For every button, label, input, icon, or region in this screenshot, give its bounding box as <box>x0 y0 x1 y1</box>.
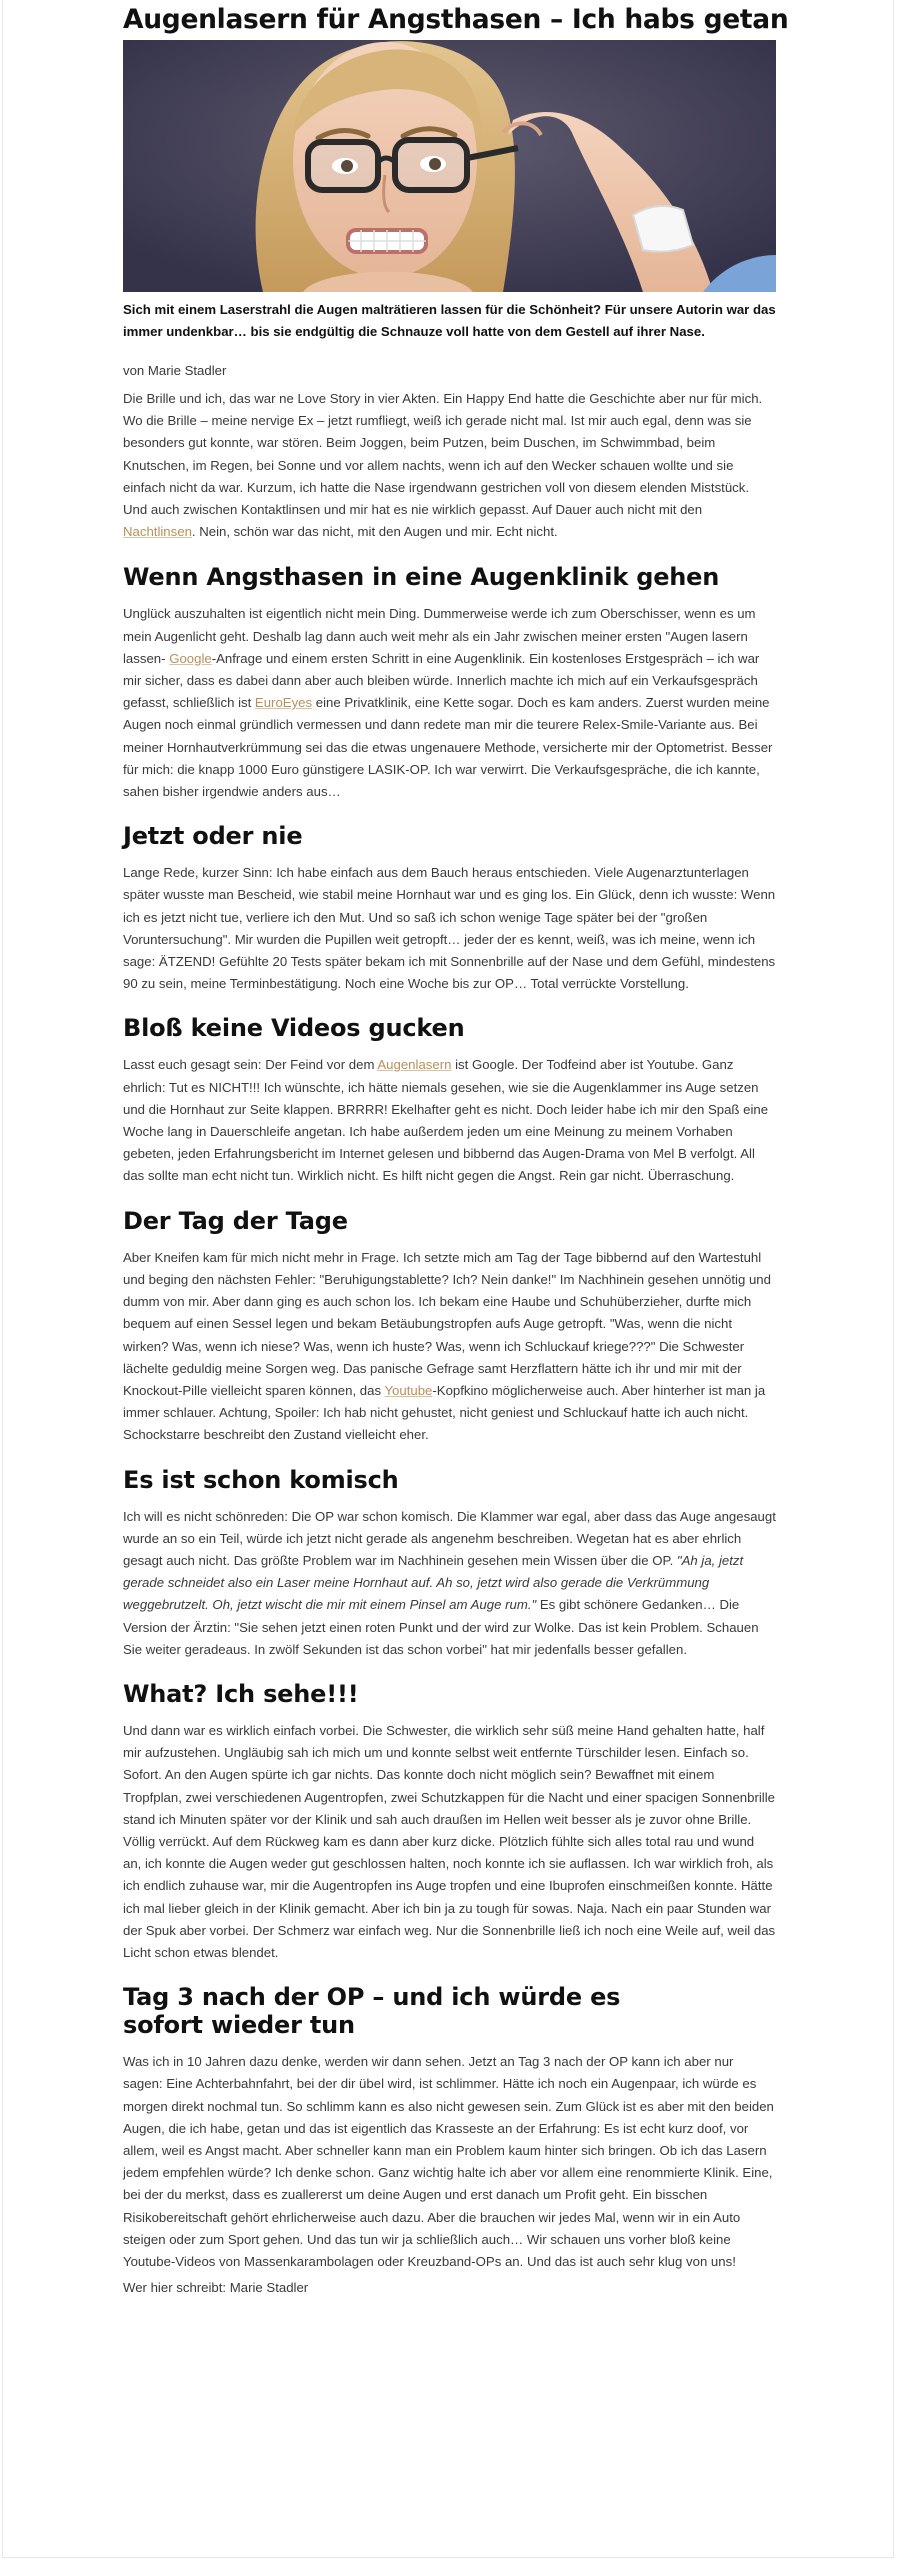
link-nachtlinsen[interactable]: Nachtlinsen <box>123 524 192 540</box>
paragraph-text: -Kopfkino möglicherweise auch. Aber hinterher ist man ja immer schlauer. Achtung, Spoiler: Ich hab nicht gehustet, nicht geniest und Schluckauf hatte ich auch nicht. Schockstarre beschreibt den Zustand vielleicht eher. <box>123 1382 766 1443</box>
hero-illustration <box>123 40 776 292</box>
hero-image <box>123 40 776 292</box>
section-heading-jetzt-oder-nie: Jetzt oder nie <box>123 822 303 851</box>
author-footer: Wer hier schreibt: Marie Stadler <box>123 2280 309 2296</box>
paragraph-text: Lasst euch gesagt sein: Der Feind vor dem <box>123 1057 378 1073</box>
intro-text: Die Brille und ich, das war ne Love Story in vier Akten. Ein Happy End hatte die Geschichte aber nur für mich. Wo die Brille – meine nervige Ex – jetzt rumfliegt, weiß ich gerade nicht mal. Ist mir auch egal, denn was sie besonders gut konnte, war stören. Beim Joggen, beim Putzen, beim Duschen, im Schwimmbad, beim Knutschen, im Regen, bei Sonne und vor allem nachts, wenn ich auf den Wecker schauen wollte und sie einfach nicht da war. Kurzum, ich hatte die Nase irgendwann gestrichen voll von diesem elenden Miststück. Und auch zwischen Kontaktlinsen und mir hat es nie wirklich gepasst. Auf Dauer auch nicht mit den <box>123 391 763 518</box>
intro-text-cont: . Nein, schön war das nicht, mit den Augen und mir. Echt nicht. <box>191 524 558 540</box>
section-paragraph-angsthasen <box>123 603 776 803</box>
section-heading-tag-3: Tag 3 nach der OP – und ich würde es sofort wieder tun <box>123 1983 621 2040</box>
article-title: Augenlasern für Angsthasen – Ich habs getan <box>123 4 789 35</box>
article-byline: von Marie Stadler <box>123 363 227 378</box>
section-heading-ich-sehe: What? Ich sehe!!! <box>123 1679 359 1708</box>
paragraph-text: Aber Kneifen kam für mich nicht mehr in Frage. Ich setzte mich am Tag der Tage bibbernd auf den Wartestuhl und beging den nächsten Fehler: "Beruhigungstablette? Ich? Nein danke!" Im Nachhinein gesehen unnötig und dumm von mir. Aber dann ging es auch schon los. Ich bekam eine Haube und Schuhüberzieher, durfte mich bequem auf einen Sessel legen und bekam Betäubungstropfen aufs Auge getropft. "Was, wenn die nicht wirken? Was, wenn ich niese? Was, wenn ich huste? Was, wenn ich Schluckauf kriege???" Die Schwester lächelte geduldig meine Sorgen weg. Das panische Gefrage samt Herzflattern hätte ich ihr und mir mit der Knockout-Pille vielleicht sparen können, das <box>123 1249 771 1398</box>
paragraph-text: ist Google. Der Todfeind aber ist Youtube. Ganz ehrlich: Tut es NICHT!!! Ich wünschte, ich hätte niemals gesehen, wie sie die Augenklammer ins Auge setzen und die Hornhaut zur Seite klappen. BRRRR! Ekelhafter geht es nicht. Doch leider habe ich mir den Spaß eine Woche lang in Dauerschleife angetan. Ich habe außerdem jeden um eine Meinung zu meinem Vorhaben gebeten, jeden Erfahrungsbericht im Internet gelesen und bibbernd das Augen-Drama von Mel B verfolgt. All das sollte man echt nicht tun. Wirklich nicht. Es hilft nicht gegen die Angst. Rein gar nicht. Überraschung. <box>123 1057 769 1184</box>
paragraph-text: Unglück auszuhalten ist eigentlich nicht mein Ding. Dummerweise werde ich zum Oberschisser, wenn es um mein Augenlicht geht. Deshalb lag dann auch weit mehr als ein Jahr zwischen meiner ersten "Augen lasern lassen- <box>123 606 756 666</box>
link-augenlasern[interactable]: Augenlasern <box>377 1057 452 1073</box>
section-paragraph-komisch <box>123 1506 776 1661</box>
section-paragraph-tag-3: Was ich in 10 Jahren dazu denke, werden wir dann sehen. Jetzt an Tag 3 nach der OP kann ich aber nur sagen: Eine Achterbahnfahrt, bei der dir übel wird, ist schlimmer. Hätte ich noch ein Augenpaar, ich würde es morgen direkt nochmal tun. So schlimm kann es also nicht gewesen sein. Zum Glück ist es aber mit den beiden Augen, die ich habe, getan und das ist eigentlich das Krasseste an der Erfahrung: Es ist echt kurz doof, vor allem, weil es Angst macht. Aber schneller kann man ein Problem kaum hinter sich bringen. Ob ich das Lasern jedem empfehlen würde? Ich denke schon. Ganz wichtig halte ich aber vor allem eine renommierte Klinik. Eine, bei der du merkst, dass es zuallererst um deine Augen und erst danach um Profit geht. Ein bisschen Risikobereitschaft gehört ehrlicherweise auch dazu. Aber die brauchen wir jedes Mal, wenn wir in ein Auto steigen oder zum Sport gehen. Und das tun wir ja schließlich auch… Wir schauen uns vorher bloß keine Youtube-Videos von Massenkarambolagen oder Kreuzband-OPs an. Und das ist auch sehr klug von uns! <box>123 2054 774 2269</box>
section-paragraph-videos <box>123 1054 776 1187</box>
article <box>123 0 789 2299</box>
link-euroeyes[interactable]: EuroEyes <box>254 695 313 711</box>
article-lead: Sich mit einem Laserstrahl die Augen malträtieren lassen für die Schönheit? Für unsere Autorin war das immer undenkbar… bis sie endgültig die Schnauze voll hatte von dem Gestell auf ihrer Nase. <box>123 302 776 339</box>
paragraph-text: -Anfrage und einem ersten Schritt in eine Augenklinik. Ein kostenloses Erstgespräch – ich war mir sicher, dass es dabei dann aber auch bleiben würde. Innerlich machte ich mich auf ein Verkaufsgespräch gefasst, schließlich ist <box>123 650 760 711</box>
intro-paragraph <box>123 388 776 543</box>
paragraph-text: Es gibt schönere Gedanken… Die Version der Ärztin: "Sie sehen jetzt einen roten Punkt und der wird zur Wolke. Das ist kein Problem. Schauen Sie weiter geradeaus. In zwölf Sekunden ist das schon vorbei" hat mir jedenfalls besser gefallen. <box>123 1597 759 1657</box>
section-heading-angsthasen: Wenn Angsthasen in eine Augenklinik gehen <box>123 563 720 592</box>
link-youtube[interactable]: Youtube <box>384 1382 433 1398</box>
section-heading-tag-der-tage: Der Tag der Tage <box>123 1206 348 1235</box>
paragraph-quote: "Ah ja, jetzt gerade schneidet also ein Laser meine Hornhaut auf. Ah so, jetzt wird also gerade die Verkrümmung weggebrutzelt. Oh, jetzt wischt die mir mit einem Pinsel am Auge rum." <box>123 1552 744 1613</box>
section-paragraph-tag-der-tage <box>123 1247 776 1447</box>
paragraph-text: eine Privatklinik, eine Kette sogar. Doch es kam anders. Zuerst wurden meine Augen noch einmal gründlich vermessen und dann redete man mir die teurere Relex-Smile-Variante aus. Bei meiner Hornhautverkrümmung sei das die etwas ungenauere Methode, versicherte mir der Optometrist. Besser für mich: die knapp 1000 Euro günstigere LASIK-OP. Ich war verwirrt. Die Verkaufsgespräche, die ich kannte, sahen bisher irgendwie anders aus… <box>123 695 773 800</box>
section-heading-videos: Bloß keine Videos gucken <box>123 1014 465 1043</box>
section-paragraph-jetzt-oder-nie: Lange Rede, kurzer Sinn: Ich habe einfach aus dem Bauch heraus entschieden. Viele Augenarztunterlagen später wusste man Bescheid, wie stabil meine Hornhaut war und es ging los. Ein Glück, denn ich wusste: Wenn ich es jetzt nicht tue, verliere ich den Mut. Und so saß ich schon wenige Tage später bei der "großen Voruntersuchung". Mir wurden die Pupillen weit getropft… jeder der es kennt, weiß, was ich meine, wenn ich sage: ÄTZEND! Gefühlte 20 Tests später bekam ich mit Sonnenbrille auf der Nase und dem Gefühl, mindestens 90 zu sein, meine Terminbestätigung. Noch eine Woche bis zur OP… Total verrückte Vorstellung. <box>123 865 776 992</box>
section-paragraph-ich-sehe: Und dann war es wirklich einfach vorbei. Die Schwester, die wirklich sehr süß meine Hand gehalten hatte, half mir aufzustehen. Ungläubig sah ich mich um und konnte selbst weit entfernte Türschilder lesen. Einfach so. Sofort. An den Augen spürte ich gar nichts. Das konnte doch nicht möglich sein? Bewaffnet mit einem Tropfplan, zwei verschiedenen Augentropfen, zwei Schutzkappen für die Nacht und einer spacigen Sonnenbrille stand ich Minuten später vor der Klinik und sah auch draußen im Hellen weit besser als je zuvor ohne Brille. Völlig verrückt. Auf dem Rückweg kam es dann aber kurz dicke. Plötzlich fühlte sich alles total rau und wund an, ich konnte die Augen weder gut geschlossen halten, noch konnte ich sie auflassen. Ich war wirklich froh, als ich endlich zuhause war, mir die Augentropfen ins Auge tropfen und eine Ibuprofen einschmeißen konnte. Hätte ich mal lieber gleich in der Klinik gemacht. Aber ich bin ja zu tough für sowas. Naja. Nach ein paar Stunden war der Spuk aber vorbei. Der Schmerz war einfach weg. Nur die Sonnenbrille ließ ich noch eine Weile auf, weil das Licht schon etwas blendet. <box>123 1722 776 1960</box>
link-google[interactable]: Google <box>169 650 212 666</box>
paragraph-text: Ich will es nicht schönreden: Die OP war schon komisch. Die Klammer war egal, aber dass das Auge angesaugt wurde an so ein Teil, würde ich jetzt nicht gerade als angenehm beschreiben. Wegetan hat es aber ehrlich gesagt auch nicht. Das größte Problem war im Nachhinein gesehen mein Wissen über die OP. <box>123 1508 776 1568</box>
section-heading-komisch: Es ist schon komisch <box>123 1465 399 1494</box>
